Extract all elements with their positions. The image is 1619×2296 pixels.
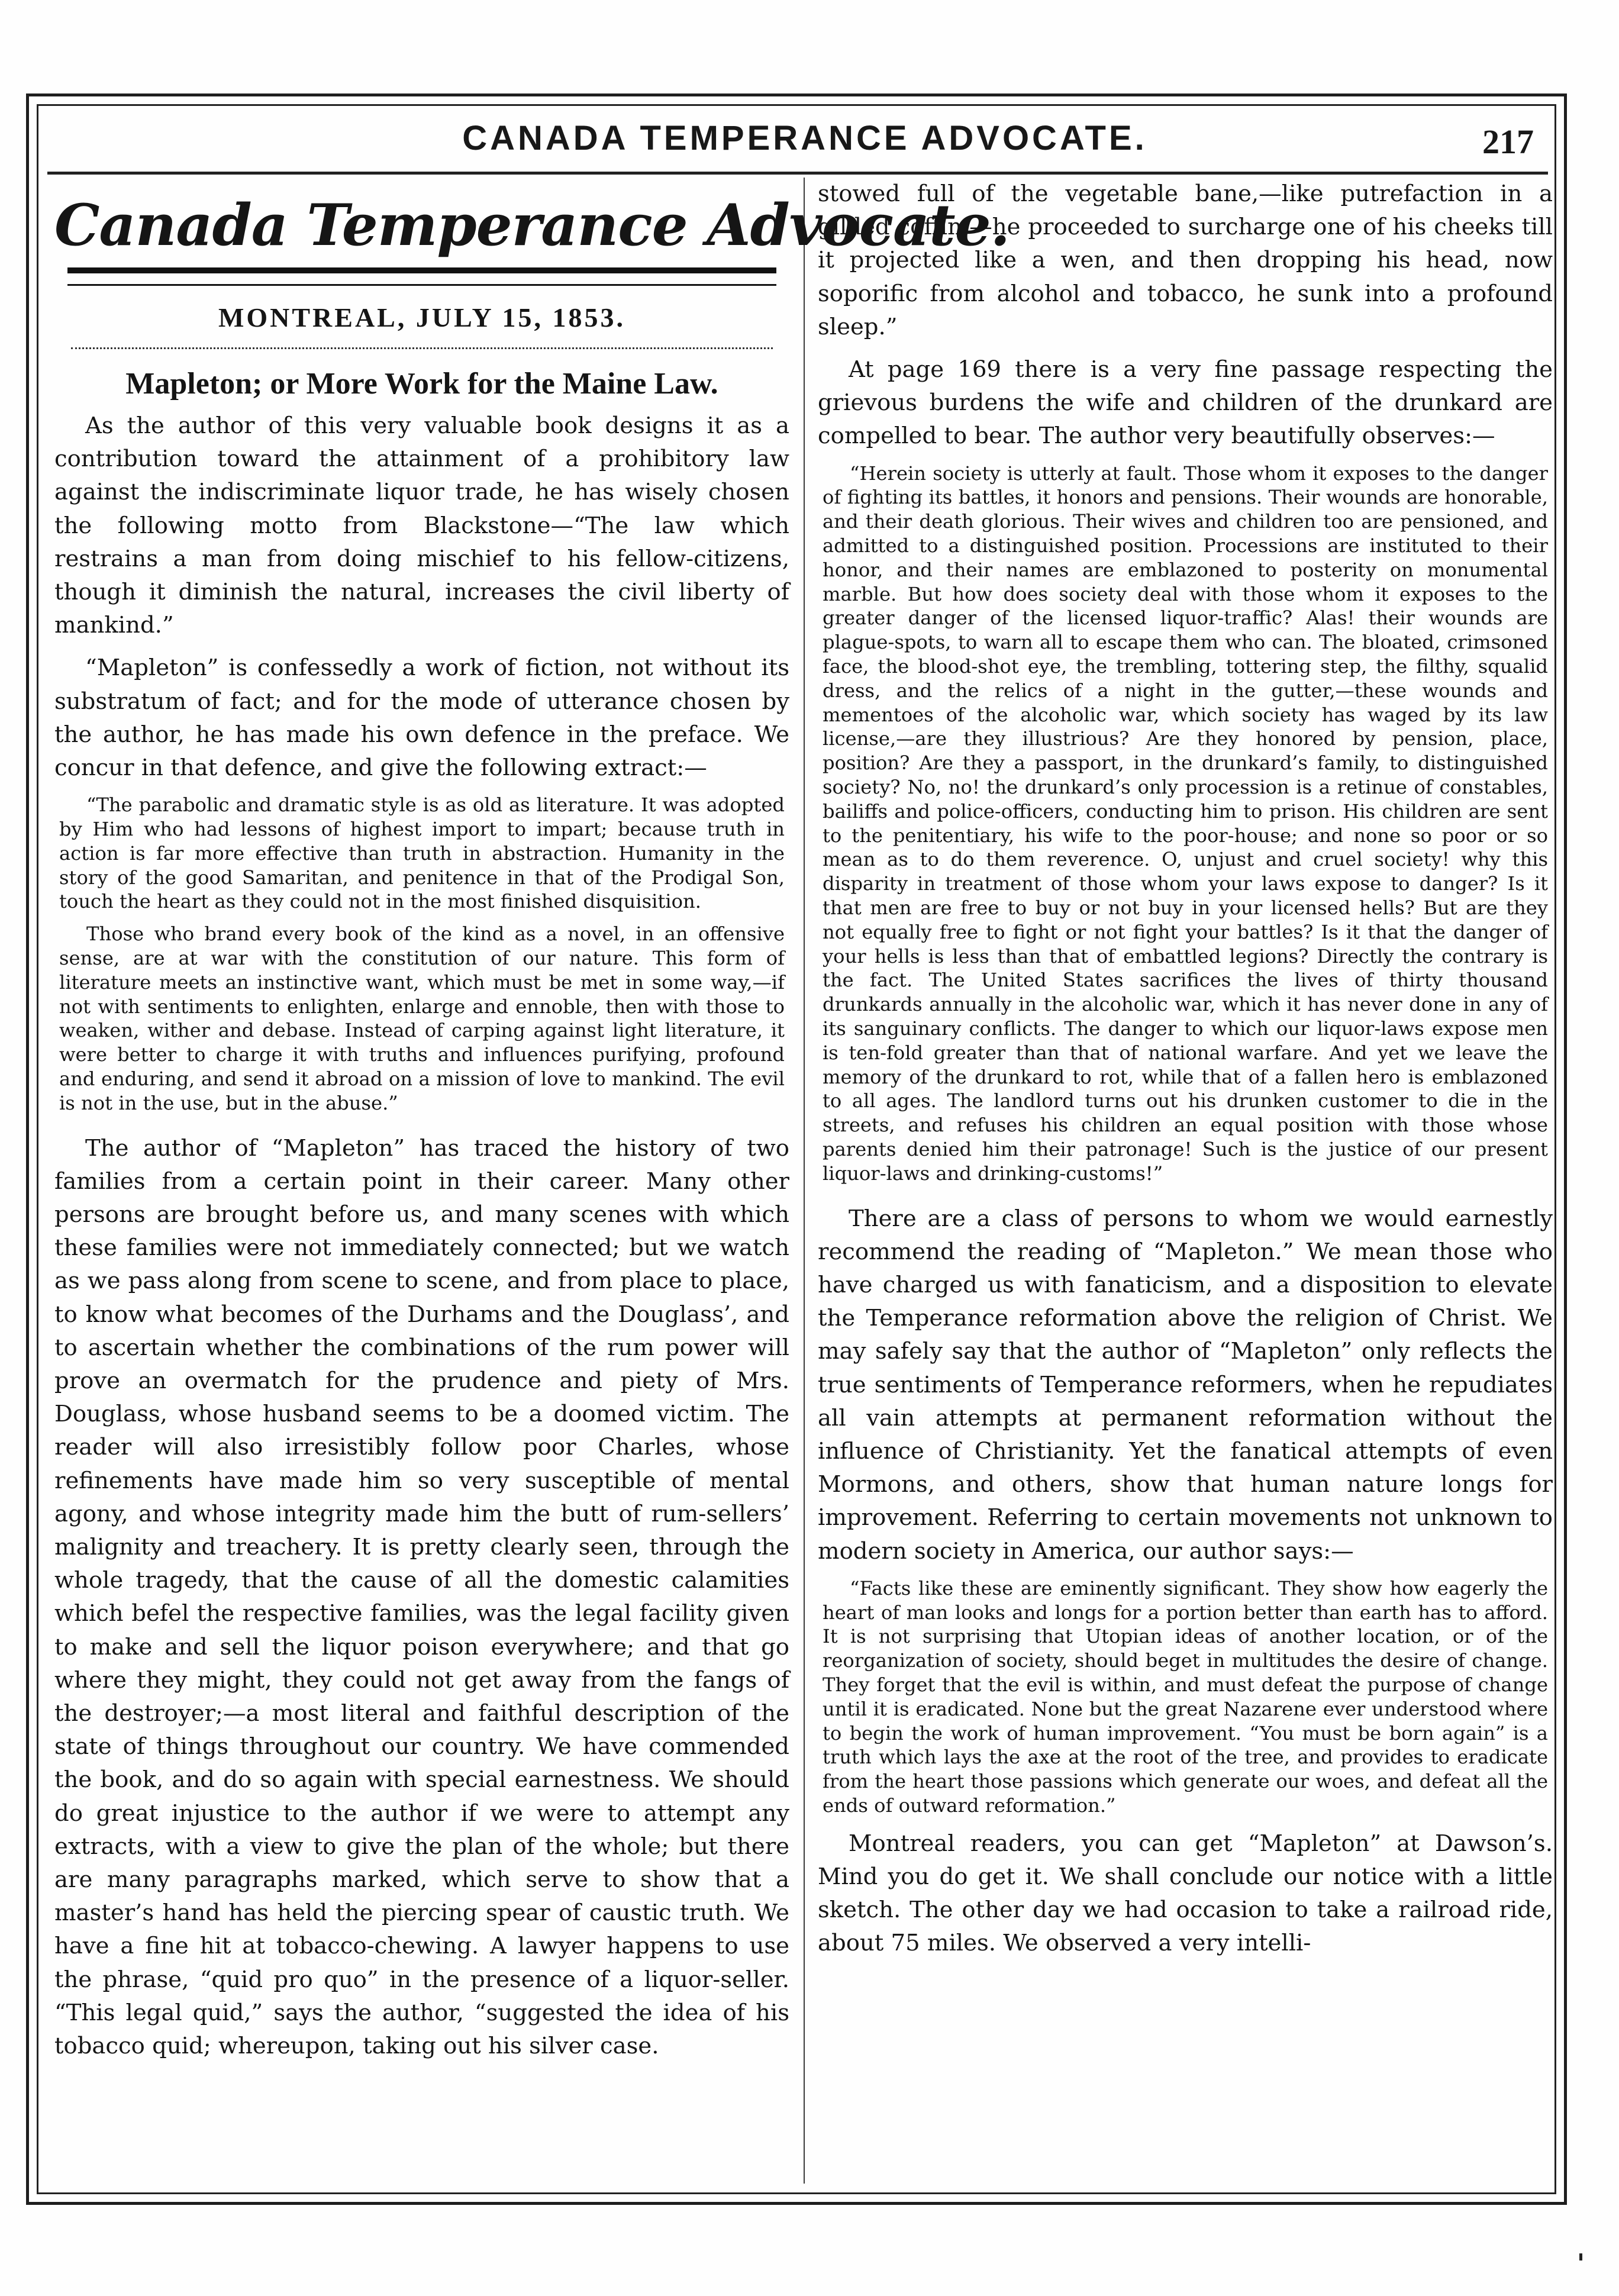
paragraph-continued: stowed full of the vegetable bane,—like putrefaction in a gilded coffin,—he proceeded to surcharge one of his cheeks till it projected like a wen, and then dropping his head, now soporific from alcohol and tobacco, he sunk into a profound sleep.”: [818, 180, 1553, 340]
quote-society: “Herein society is utterly at fault. Those whom it exposes to the danger of fighting its battles, it honors and pensions. Their wounds are honorable, and their death glorious. Their wives and children too are pensioned, and admitted to a distinguished position. Processions are instituted to their honor, and their names are emblazoned to posterity on monumental marble. But how does society deal with those whom it exposes to the greater danger of the licensed liquor-traffic? Alas! their wounds are plague-spots, to warn all to escape them who can. The bloated, crimsoned face, the blood-shot eye, the trembling, tottering step, the filthy, squalid dress, and the relics of a night in the gutter,—these wounds and mementoes of the alcoholic war, which society has waged by its law license,—are they illustrious? Are they honored by pension, place, position? Are they a passport, in the drunkard’s family, to distinguished society? No, no! the drunkard’s only procession is a retinue of constables, bailiffs and police-officers, conducting him to prison. His children are sent to the penitentiary, his wife to the poor-house; and none so poor or so mean as to do them reverence. O, unjust and cruel society! why this disparity in treatment of those whom your laws expose to danger? Is it that men are free to buy or not buy in your licensed hells? But are they not equally free to fight or not fight your battles? Is it that the danger of your hells is less than that of embattled legions? Directly the contrary is the fact. The United States sacrifices the lives of thirty thousand drunkards annually in the alcoholic war, which it has never done in any of its sanguinary conflicts. The danger to which our liquor-laws expose men is ten-fold greater than that of national warfare. And yet we leave the memory of the drunkard to rot, while that of a fallen hero is emblazoned to all ages. The landlord turns out his drunken customer to die in the streets, and refuses his children an equal position with those whose parents denied him their patronage! Such is the justice of our present liquor-laws and drinking-customs!”: [823, 462, 1548, 1185]
page-number: 217: [1482, 122, 1534, 161]
masthead-rule: [67, 267, 776, 286]
quote-facts: “Facts like these are eminently significant. They show how eagerly the heart of man looks and longs for a portion better than earth has to afford. It is not surprising that Utopian ideas of another location, or of the reorganization of society, should beget in multitudes the desire of change. They forget that the evil is within, and must defeat the purpose of change until it is eradicated. None but the great Nazarene ever understood where to begin the work of human improvement. “You must be born again” is a truth which lays the axe at the root of the tree, and provides to eradicate from the heart those passions which generate our woes, and defeat all the ends of outward reformation.”: [823, 1576, 1548, 1817]
dateline-rule: [71, 341, 773, 349]
ink-mark: [1579, 2253, 1582, 2260]
paragraph-intro: As the author of this very valuable book designs it as a contribution toward the attainment of a prohibitory law against the indiscriminate liquor trade, he has wisely chosen the following motto from Blackstone—“The law which restrains a man from doing mischief to his fellow-citizens, though it diminish the natural, increases the civil liberty of mankind.”: [54, 412, 789, 639]
quote-preface-2: Those who brand every book of the kind as a novel, in an offensive sense, are at war with the constitution of our nature. This form of literature meets an instinctive want, which must be met in some way,—if not with sentiments to enlighten, enlarge and ennoble, then with those to weaken, wither and debase. Instead of carping against light literature, it were better to charge it with truths and influences purifying, profound and enduring, and send it abroad on a mission of love to mankind. The evil is not in the use, but in the abuse.”: [59, 923, 785, 1114]
running-title: CANADA TEMPERANCE ADVOCATE.: [462, 119, 1147, 157]
paragraph-page-169: At page 169 there is a very fine passage respecting the grievous burdens the wife and children of the drunkard are compelled to bear. The author very beautifully observes:—: [818, 356, 1553, 450]
masthead-title: Canada Temperance Advocate.: [54, 192, 1010, 259]
quote-preface-1: “The parabolic and dramatic style is as old as literature. It was adopted by Him who had lessons of highest import to impart; because truth in action is far more effective than truth in abstraction. Humanity in the story of the good Samaritan, and penitence in that of the Prodigal Son, touch the heart as they could not in the most finished disquisition.: [59, 794, 785, 913]
running-header: [65, 117, 1544, 165]
article-title: Mapleton; or More Work for the Maine Law.: [125, 367, 718, 401]
paragraph-fiction: “Mapleton” is confessedly a work of fiction, not without its substratum of fact; and for the mode of utterance chosen by the author, he has made his own defence in the preface. We concur in that defence, and give the following extract:—: [54, 654, 789, 782]
paragraph-history: The author of “Mapleton” has traced the history of two families from a certain point in their career. Many other persons are brought before us, and many scenes with which these families were not immediately connected; but we watch as we pass along from scene to scene, and from place to place, to know what becomes of the Durhams and the Douglass’, and to ascertain whether the combinations of the rum power will prove an overmatch for the prudence and piety of Mrs. Douglass, whose husband seems to be a doomed victim. The reader will also irresistibly follow poor Charles, whose refinements have made him so very susceptible of mental agony, and whose integrity made him the butt of rum-sellers’ malignity and treachery. It is pretty clearly seen, through the whole tragedy, that the cause of all the domestic calamities which befel the respective families, was the legal facility given to make and sell the liquor poison everywhere; and that go where they might, they could not get away from the fangs of the destroyer;—a most literal and faithful description of the state of things throughout our country. We have commended the book, and do so again with special earnestness. We should do great injustice to the author if we were to attempt any extracts, with a view to give the plan of the whole; but there are many paragraphs marked, which serve to show that a master’s hand has held the piercing spear of caustic truth. We have a fine hit at tobacco-chewing. A lawyer happens to use the phrase, “quid pro quo” in the presence of a liquor-seller. “This legal quid,” says the author, “suggested the idea of his tobacco quid; whereupon, taking out his silver case.: [54, 1134, 789, 2060]
left-column: [54, 178, 1010, 2063]
column-divider: [804, 178, 805, 2184]
paragraph-montreal-readers: Montreal readers, you can get “Mapleton” at Dawson’s. Mind you do get it. We shall conclude our notice with a little sketch. The other day we had occasion to take a railroad ride, about 75 miles. We observed a very intelli-: [818, 1830, 1553, 1957]
right-column: [818, 178, 1553, 1960]
header-rule: [47, 172, 1548, 175]
dateline: MONTREAL, JULY 15, 1853.: [218, 302, 626, 333]
paragraph-fanaticism: There are a class of persons to whom we would earnestly recommend the reading of “Mapleton.” We mean those who have charged us with fanaticism, and a disposition to elevate the Temperance reformation above the religion of Christ. We may safely say that the author of “Mapleton” only reflects the true sentiments of Temperance reformers, when he repudiates all vain attempts at permanent reformation without the influence of Christianity. Yet the fanatical attempts of even Mormons, and others, show that human nature longs for improvement. Referring to certain movements not unknown to modern society in America, our author says:—: [818, 1205, 1553, 1565]
